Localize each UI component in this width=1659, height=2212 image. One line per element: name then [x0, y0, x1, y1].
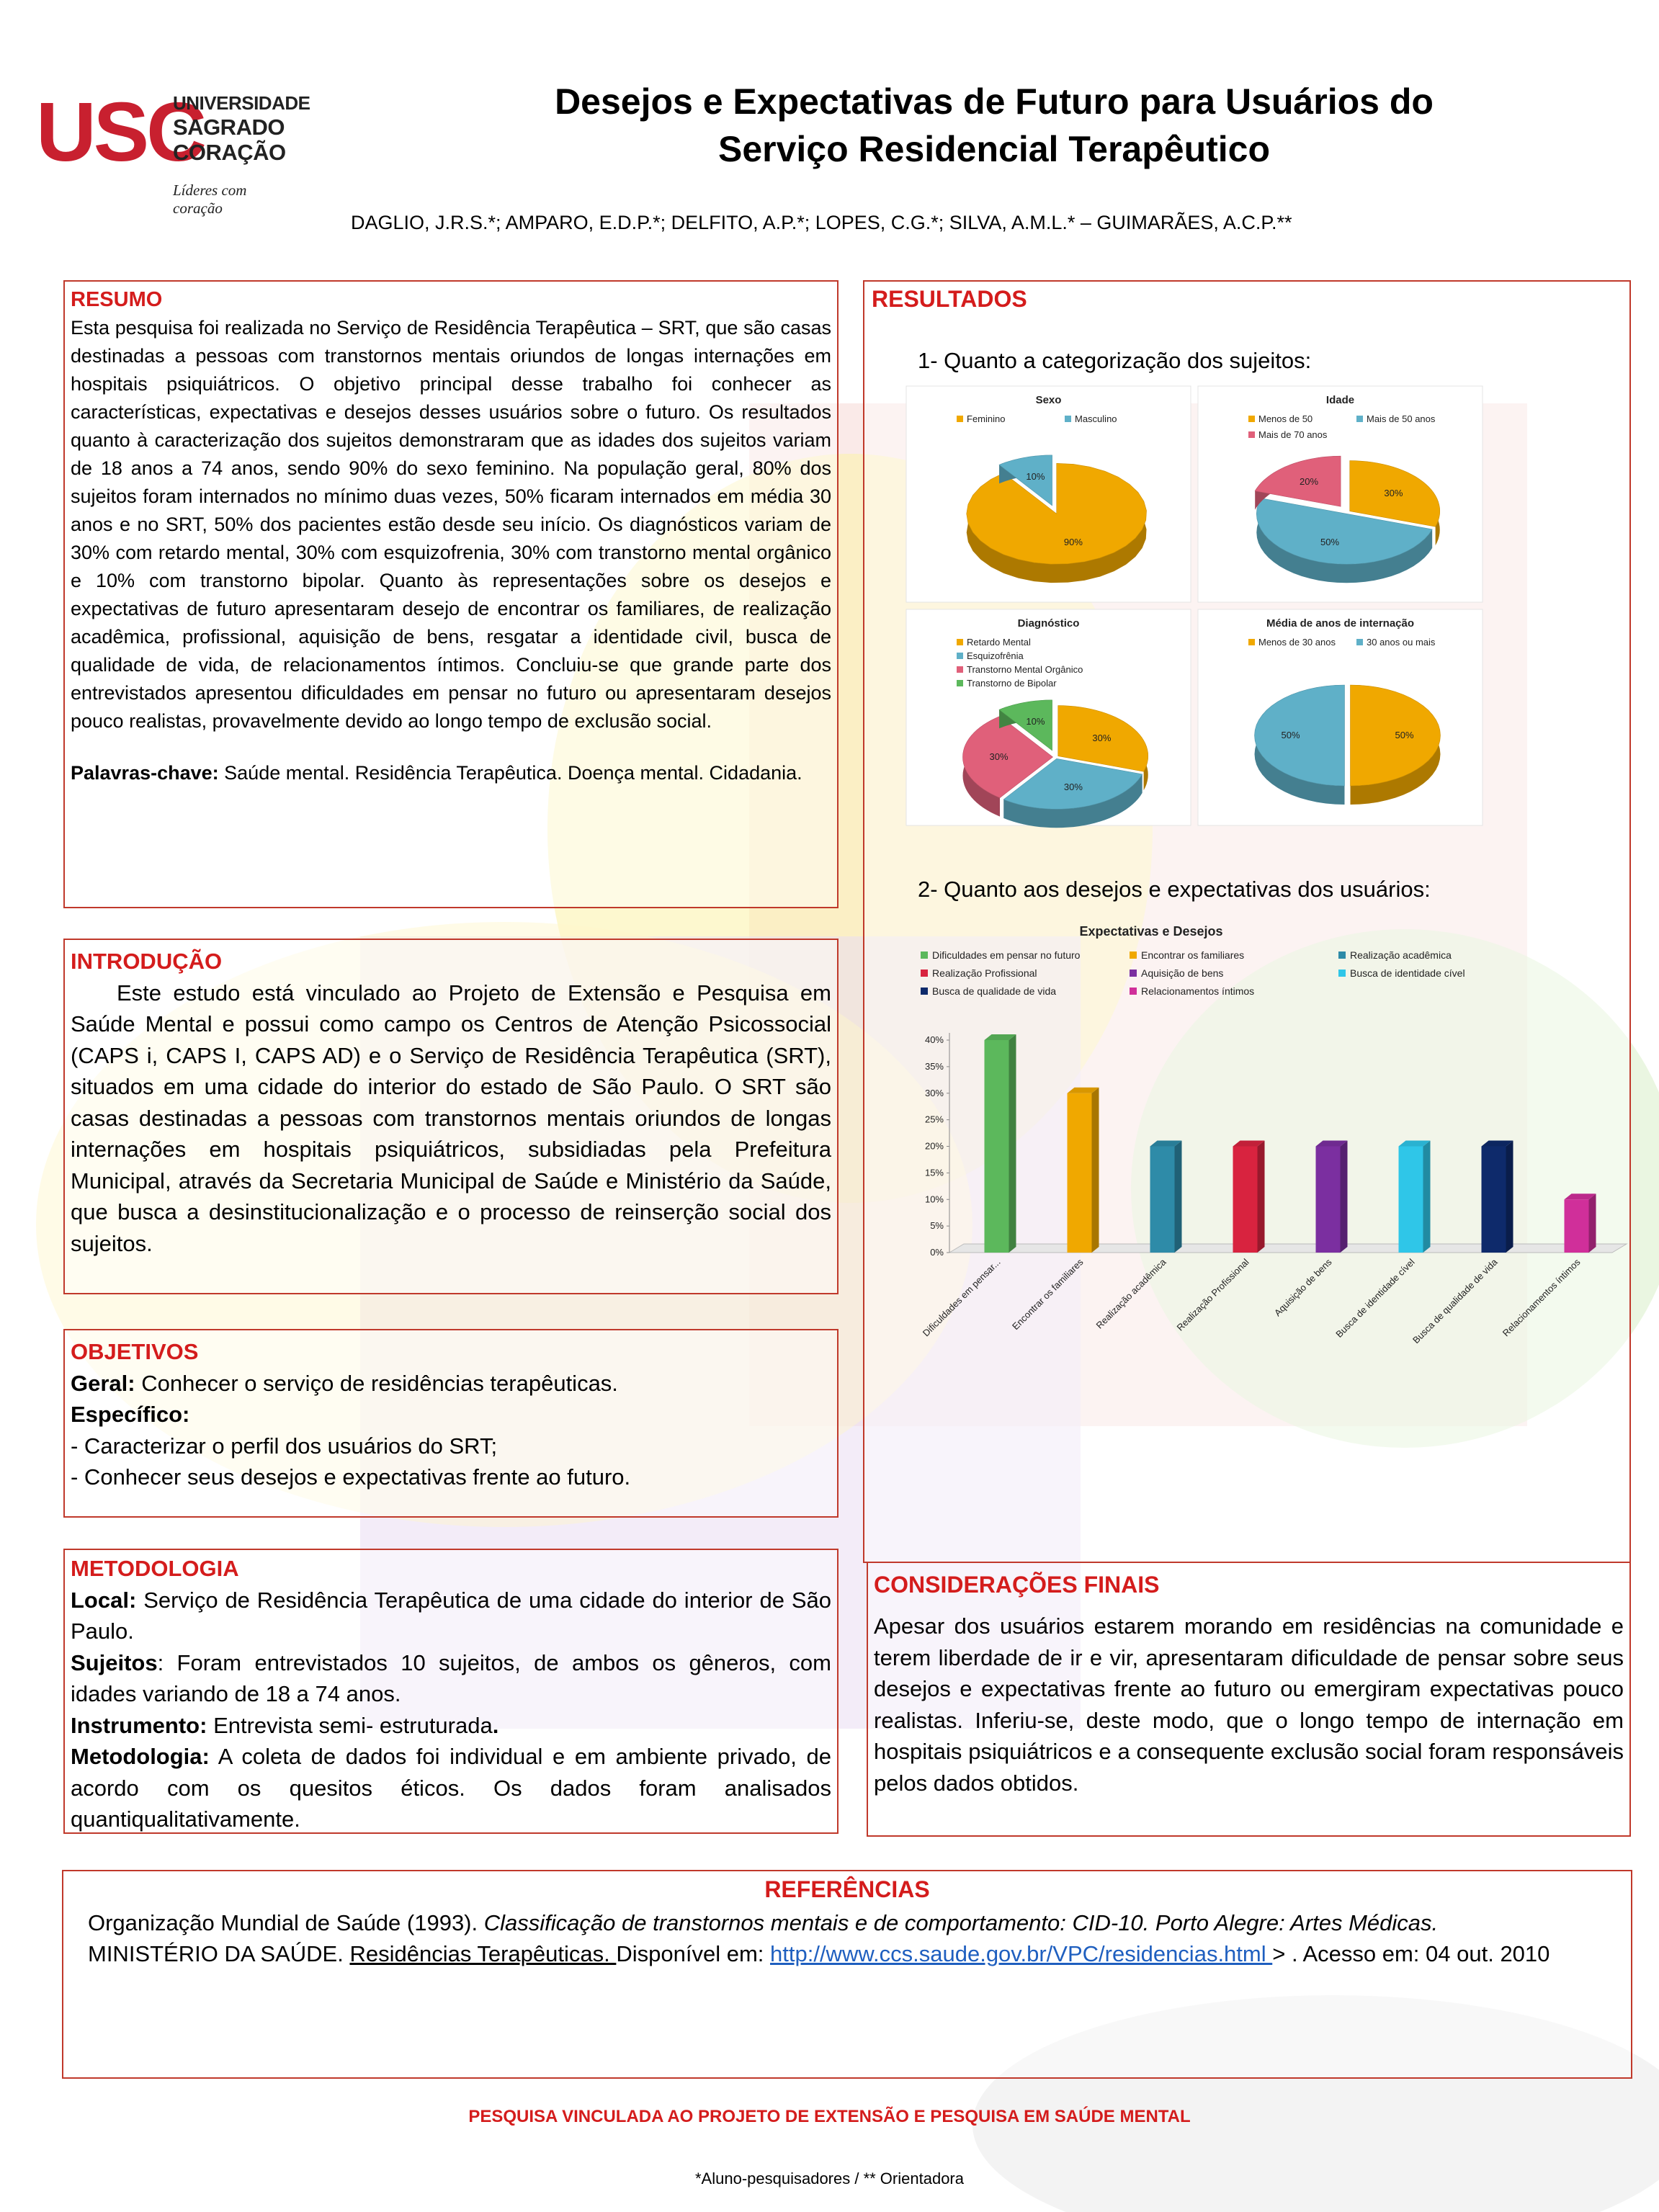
resumo-section: [63, 280, 839, 908]
pie-legend-swatch: [957, 639, 963, 645]
introducao-body: Este estudo está vinculado ao Projeto de Extensão e Pesquisa em Saúde Mental e possui como campo os Centros de Atenção Psicossocial (CAPS i, CAPS I, CAPS AD) e o Serviço de Residência Terapêutica (SRT), situados em uma cidade do interior do estado de São Paulo. O SRT são casas destinadas a pessoas com transtornos mentais oriundos de longas internações em hospitais psiquiátricos, subsidiadas pela Prefeitura Municipal, através da Secretaria Municipal de Saúde e Ministério da Saúde, que busca a desinstitucionalização e o processo de reinserção social dos sujeitos.: [71, 980, 831, 1256]
pie-legend-label: Retardo Mental: [967, 637, 1031, 648]
referencias-heading: REFERÊNCIAS: [764, 1876, 930, 1902]
geral-text: Conhecer o serviço de residências terapêuticas.: [141, 1370, 618, 1396]
keywords-label: Palavras-chave:: [71, 762, 219, 784]
reference-2-author: MINISTÉRIO DA SAÚDE.: [88, 1941, 350, 1966]
pie-chart-2: [1198, 386, 1483, 602]
pie-slice-label: 20%: [1299, 476, 1319, 488]
bar-category-label: Realização acadêmica: [1094, 1256, 1168, 1331]
bar-chart-floor: [949, 1244, 1627, 1253]
metodologia-local: [71, 1585, 831, 1647]
pie-legend-label: Feminino: [967, 413, 1006, 424]
reference-1-title: Classificação de transtornos mentais e de comportamento: CID-10. Porto Alegre: Artes Médicas.: [483, 1910, 1439, 1935]
bar-3: [1150, 1141, 1182, 1253]
bar-side: [1341, 1141, 1348, 1253]
pie-slice-label: 50%: [1281, 730, 1300, 740]
objetivo-geral: [71, 1368, 831, 1400]
metodologia-section: [63, 1549, 839, 1834]
metodologia-heading: METODOLOGIA: [71, 1556, 239, 1581]
resultados-sub-1: 1- Quanto a categorização dos sujeitos:: [918, 348, 1312, 373]
bar-legend-swatch: [1338, 951, 1346, 959]
bar-legend-label: Dificuldades em pensar no futuro: [932, 949, 1081, 961]
bar-legend-swatch: [1338, 970, 1346, 977]
pie-chart-1: [906, 386, 1191, 602]
resultados-heading: RESULTADOS: [872, 286, 1027, 312]
bar-front: [1150, 1147, 1175, 1253]
sujeitos-text: : Foram entrevistados 10 sujeitos, de ambos os gêneros, com idades variando de 18 a 74 anos.: [71, 1649, 831, 1706]
bar-legend-swatch: [1130, 988, 1137, 995]
bar-chart-y-tick: 30%: [924, 1087, 944, 1098]
introducao-section: [63, 939, 839, 1294]
pie-legend-label: Mais de 50 anos: [1367, 413, 1436, 424]
bar-7: [1482, 1141, 1513, 1253]
bar-chart-y-tick: 5%: [930, 1220, 944, 1232]
bar-chart-y-tick: 35%: [924, 1060, 944, 1072]
objetivos-heading: OBJETIVOS: [71, 1339, 199, 1364]
pie-slice-label: 30%: [1092, 732, 1112, 743]
pie-slice-label: 50%: [1395, 730, 1414, 740]
bar-legend-label: Busca de identidade cível: [1350, 967, 1465, 979]
bar-side: [1258, 1141, 1265, 1253]
pie-legend-label: Masculino: [1075, 413, 1117, 424]
objetivos-section: [63, 1329, 839, 1518]
reference-1-author: Organização Mundial de Saúde (1993).: [88, 1910, 484, 1935]
pie-legend-swatch: [1248, 416, 1255, 422]
bar-5: [1316, 1141, 1348, 1253]
pie-legend-label: Menos de 50: [1258, 413, 1313, 424]
bar-legend-swatch: [921, 970, 928, 977]
pie-chart-4: [1198, 609, 1483, 825]
consideracoes-section: [867, 1562, 1631, 1837]
bar-side: [1092, 1088, 1099, 1253]
logo-tagline: Líderes com coração: [173, 182, 247, 217]
bar-chart-title: Expectativas e Desejos: [1079, 924, 1223, 939]
pie-legend-label: Menos de 30 anos: [1258, 637, 1336, 648]
bar-front: [1316, 1147, 1341, 1253]
bar-category-label: Dificuldades em pensar...: [920, 1256, 1003, 1339]
pie-slice-label: 50%: [1320, 537, 1340, 548]
especifico-label: [71, 1399, 831, 1430]
reference-2: [88, 1938, 1606, 1969]
bar-category-label: Aquisição de bens: [1271, 1256, 1334, 1319]
bar-legend-swatch: [1130, 951, 1137, 959]
pie-slice: [967, 463, 1147, 583]
bar-8: [1565, 1194, 1596, 1253]
metodologia-coleta: [71, 1741, 831, 1835]
pie-chart-title: Diagnóstico: [1017, 617, 1080, 630]
pie-legend-swatch: [957, 416, 963, 422]
bar-side: [1175, 1141, 1182, 1253]
bar-legend-label: Realização Profissional: [932, 967, 1037, 979]
pie-legend-swatch: [1248, 431, 1255, 438]
footer-note: *Aluno-pesquisadores / ** Orientadora: [694, 2170, 964, 2188]
resumo-keywords: [71, 759, 831, 787]
pie-legend-swatch: [1356, 639, 1363, 645]
pie-legend-swatch: [957, 653, 963, 659]
poster-title: [403, 78, 1585, 173]
logo-line-1: UNIVERSIDADE: [173, 92, 310, 114]
introducao-heading: INTRODUÇÃO: [71, 949, 223, 974]
bar-front: [1399, 1147, 1423, 1253]
bar-side: [1009, 1034, 1016, 1253]
university-logo: [36, 83, 310, 217]
bar-chart-svg: [906, 914, 1627, 1346]
referencias-section: [62, 1870, 1632, 2079]
pie-legend-label: Mais de 70 anos: [1258, 429, 1328, 440]
title-line-1: Desejos e Expectativas de Futuro para Usuários do: [555, 81, 1434, 122]
bar-chart-y-tick: 25%: [924, 1114, 944, 1125]
bar-front: [1068, 1093, 1092, 1253]
pie-legend-label: Transtorno Mental Orgânico: [967, 664, 1083, 675]
pie-legend-label: Esquizofrênia: [967, 650, 1024, 661]
pie-legend-swatch: [957, 680, 963, 686]
pie-chart-title: Idade: [1325, 394, 1355, 406]
pie-legend-swatch: [1065, 416, 1071, 422]
geral-label: Geral:: [71, 1370, 135, 1396]
consideracoes-body: Apesar dos usuários estarem morando em residências na comunidade e terem liberdade de ir e vir, apresentaram dificuldade de pensar sobre seus desejos e expectativas frente ao futuro ou emergiram expectativas pouco realistas. Inferiu-se, deste modo, que o longo tempo de internação em hospitais psiquiátricos e a consequente exclusão social foram responsáveis pelos dados obtidos.: [874, 1613, 1624, 1796]
pie-slice-label: 90%: [1063, 537, 1083, 548]
bar-legend-swatch: [921, 951, 928, 959]
local-label: Local:: [71, 1587, 137, 1613]
reference-2-title: Residências Terapêuticas.: [349, 1941, 617, 1966]
bar-chart-y-tick: 0%: [930, 1247, 944, 1258]
logo-line-3: CORAÇÃO: [173, 140, 286, 165]
pie-legend-swatch: [1356, 416, 1363, 422]
coleta-text: A coleta de dados foi individual e em ambiente privado, de acordo com os quesitos éticos. Os dados foram analisados quantiqualitativamente.: [71, 1744, 832, 1832]
reference-2-access: > . Acesso em: 04 out. 2010: [1272, 1941, 1550, 1966]
bar-category-label: Realização Profissional: [1174, 1256, 1251, 1333]
logo-mark: USC: [36, 85, 204, 179]
coleta-label: Metodologia:: [71, 1744, 210, 1769]
pie-legend-swatch: [957, 666, 963, 673]
pie-slice-label: 30%: [989, 751, 1009, 762]
bar-front: [1482, 1147, 1506, 1253]
sujeitos-label: Sujeitos: [71, 1649, 158, 1675]
bar-legend-swatch: [1130, 970, 1137, 977]
bar-4: [1233, 1141, 1265, 1253]
resultados-sub-2: 2- Quanto aos desejos e expectativas dos usuários:: [918, 877, 1431, 902]
pie-slice-label: 30%: [1384, 487, 1403, 498]
consideracoes-heading: CONSIDERAÇÕES FINAIS: [874, 1572, 1160, 1598]
title-line-2: Serviço Residencial Terapêutico: [717, 129, 1271, 169]
objetivo-item-2: - Conhecer seus desejos e expectativas frente ao futuro.: [71, 1464, 631, 1490]
pie-chart-3: [906, 609, 1191, 828]
bar-chart-panel: [906, 914, 1627, 1346]
bar-category-label: Busca de identidade cível: [1333, 1256, 1417, 1340]
reference-1: [88, 1907, 1606, 1938]
bar-chart-y-tick: 40%: [924, 1034, 944, 1045]
keywords-text: Saúde mental. Residência Terapêutica. Doença mental. Cidadania.: [224, 762, 802, 784]
pie-legend-swatch: [1248, 639, 1255, 645]
bar-legend-swatch: [921, 988, 928, 995]
logo-line-2: SAGRADO: [173, 115, 285, 140]
instrumento-text: Entrevista semi- estruturada: [213, 1712, 493, 1738]
bar-side: [1506, 1141, 1513, 1253]
reference-2-available: Disponível em:: [616, 1941, 771, 1966]
bar-legend-label: Encontrar os familiares: [1141, 949, 1245, 961]
bar-legend-label: Relacionamentos íntimos: [1141, 985, 1255, 997]
bar-side: [1589, 1194, 1596, 1253]
local-text: Serviço de Residência Terapêutica de uma cidade do interior de São Paulo.: [71, 1587, 831, 1644]
bar-category-label: Encontrar os familiares: [1010, 1256, 1086, 1333]
pie-legend-label: 30 anos ou mais: [1367, 637, 1436, 648]
pie-chart-title: Média de anos de internação: [1266, 617, 1415, 630]
resultados-section: [863, 280, 1631, 1563]
pie-slice-label: 30%: [1063, 782, 1083, 793]
bar-legend-label: Aquisição de bens: [1141, 967, 1224, 979]
resumo-heading: RESUMO: [71, 288, 163, 311]
bar-6: [1399, 1141, 1431, 1253]
metodologia-instrumento: Instrumento: Entrevista semi- estruturada.: [71, 1712, 499, 1738]
bar-chart-y-tick: 15%: [924, 1167, 944, 1178]
bar-legend-label: Realização acadêmica: [1350, 949, 1452, 961]
bar-category-label: Busca de qualidade de vida: [1410, 1256, 1500, 1346]
especifico-label-text: Específico:: [71, 1402, 190, 1427]
footer-project: PESQUISA VINCULADA AO PROJETO DE EXTENSÃO E PESQUISA EM SAÚDE MENTAL: [468, 2107, 1191, 2126]
instrumento-label: Instrumento:: [71, 1712, 207, 1738]
bar-front: [1233, 1147, 1258, 1253]
reference-2-link[interactable]: http://www.ccs.saude.gov.br/VPC/residencias.html: [770, 1941, 1273, 1966]
bar-chart-y-tick: 10%: [924, 1194, 944, 1205]
authors: DAGLIO, J.R.S.*; AMPARO, E.D.P.*; DELFITO, A.P.*; LOPES, C.G.*; SILVA, A.M.L.* – GUIMARÃES, A.C.P.**: [351, 212, 1292, 233]
bar-legend-label: Busca de qualidade de vida: [932, 985, 1057, 997]
pie-slice-label: 10%: [1026, 715, 1045, 727]
pie-legend-label: Transtorno de Bipolar: [967, 678, 1057, 689]
bar-front: [985, 1040, 1009, 1253]
bar-side: [1423, 1141, 1431, 1253]
objetivo-item-1: - Caracterizar o perfil dos usuários do SRT;: [71, 1433, 498, 1459]
pie-chart-title: Sexo: [1035, 394, 1062, 406]
metodologia-sujeitos: [71, 1647, 831, 1710]
resumo-body: Esta pesquisa foi realizada no Serviço de Residência Terapêutica – SRT, que são casas destinadas a pessoas com transtornos mentais oriundos de longas internações em hospitais psiquiátricos. O objetivo principal desse trabalho foi conhecer as características, expectativas e desejos desses usuários sobre o futuro. Os resultados quanto à caracterização dos sujeitos demonstraram que as idades dos sujeitos variam de 18 anos a 74 anos, sendo 90% do sexo feminino. Na população geral, 80% dos sujeitos foram internados no mínimo duas vezes, 50% ficaram internados em média 30 anos e no SRT, 50% dos pacientes estão desde seu início. Os diagnósticos variam de 30% com retardo mental, 30% com esquizofrenia, 30% com transtorno mental orgânico e 10% com transtorno bipolar. Quanto às representações sobre os desejos e expectativas de futuro apresentaram desejo de encontrar os familiares, de realização acadêmica, profissional, aquisição de bens, resgatar a identidade civil, busca de qualidade de vida, de relacionamentos íntimos. Concluiu-se que grande parte dos entrevistados apresentou dificuldades em pensar no futuro ou apresentaram desejos pouco realistas, provavelmente devido ao longo tempo de exclusão social.: [71, 317, 831, 732]
bar-front: [1565, 1199, 1589, 1253]
bar-2: [1068, 1088, 1099, 1253]
bar-chart-y-tick: 20%: [924, 1140, 944, 1152]
pie-slice-label: 10%: [1026, 470, 1045, 482]
pie-slice-top: [967, 463, 1147, 564]
bar-category-label: Relacionamentos íntimos: [1500, 1256, 1583, 1339]
bar-1: [985, 1034, 1016, 1253]
